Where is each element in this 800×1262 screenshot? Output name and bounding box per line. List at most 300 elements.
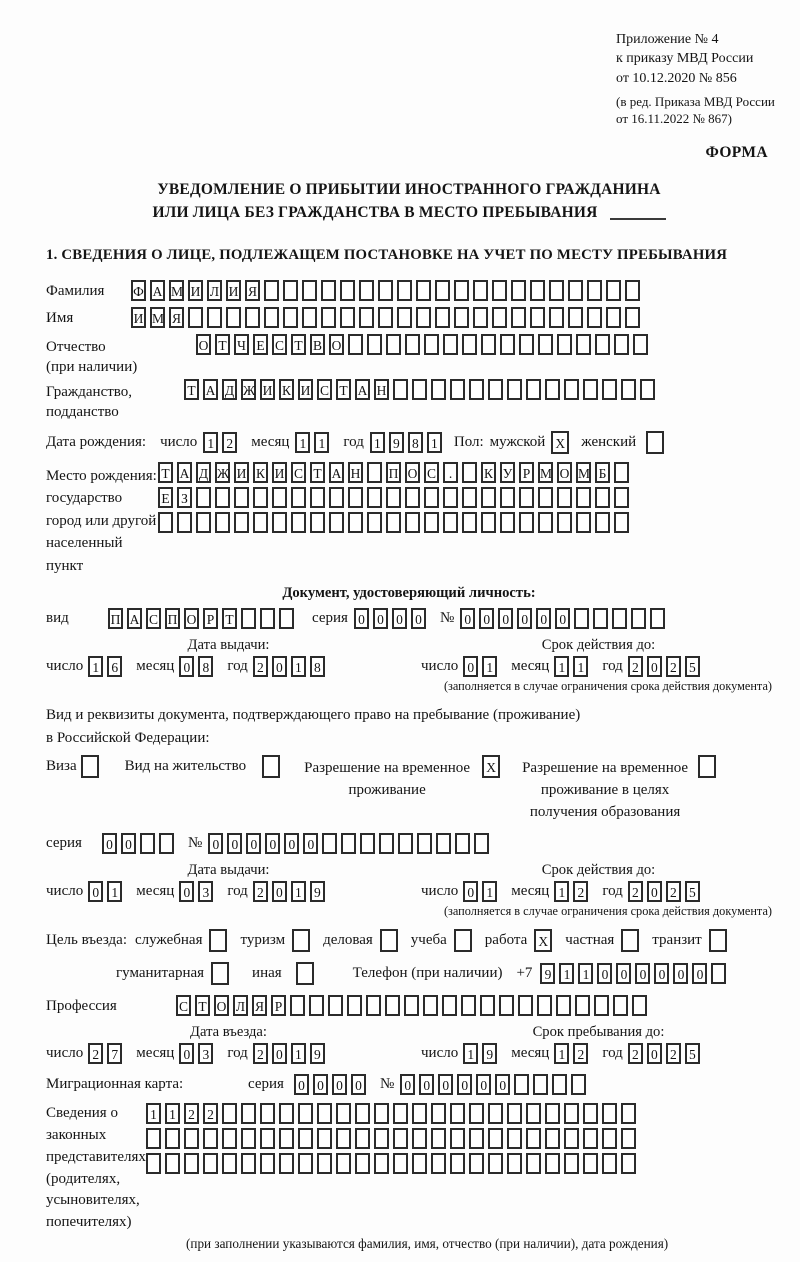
char-cell[interactable] <box>564 1128 579 1149</box>
purpose-work-checkbox[interactable]: X <box>534 929 552 952</box>
char-cell[interactable]: 0 <box>460 608 475 629</box>
char-cell[interactable] <box>574 608 589 629</box>
char-cell[interactable]: 0 <box>179 656 194 677</box>
char-cell[interactable]: 0 <box>400 1074 415 1095</box>
char-cell[interactable] <box>412 1103 427 1124</box>
char-cell[interactable] <box>397 280 412 301</box>
char-cell[interactable] <box>309 995 324 1016</box>
char-cell[interactable] <box>298 1103 313 1124</box>
char-cell[interactable] <box>302 280 317 301</box>
char-cell[interactable] <box>317 1103 332 1124</box>
char-cell[interactable] <box>317 1128 332 1149</box>
char-cell[interactable] <box>545 1128 560 1149</box>
char-cell[interactable] <box>462 462 477 483</box>
char-cell[interactable] <box>298 1128 313 1149</box>
char-cell[interactable]: 0 <box>227 833 242 854</box>
char-cell[interactable]: Т <box>336 379 351 400</box>
char-cell[interactable]: 1 <box>107 881 122 902</box>
char-cell[interactable] <box>552 1074 567 1095</box>
purpose-other-checkbox[interactable] <box>296 962 314 985</box>
char-cell[interactable]: Н <box>348 462 363 483</box>
char-cell[interactable]: С <box>424 462 439 483</box>
char-cell[interactable]: Я <box>169 307 184 328</box>
char-cell[interactable]: 1 <box>291 1043 306 1064</box>
char-cell[interactable]: Ч <box>234 334 249 355</box>
char-cell[interactable]: П <box>108 608 123 629</box>
char-cell[interactable]: 0 <box>354 608 369 629</box>
char-cell[interactable]: 1 <box>578 963 593 984</box>
char-cell[interactable]: 2 <box>253 1043 268 1064</box>
char-cell[interactable]: 0 <box>673 963 688 984</box>
char-cell[interactable] <box>614 487 629 508</box>
char-cell[interactable]: 0 <box>457 1074 472 1095</box>
char-cell[interactable] <box>374 1128 389 1149</box>
char-cell[interactable] <box>583 379 598 400</box>
char-cell[interactable] <box>234 487 249 508</box>
char-cell[interactable] <box>450 1153 465 1174</box>
char-cell[interactable]: 0 <box>208 833 223 854</box>
char-cell[interactable] <box>442 995 457 1016</box>
char-cell[interactable] <box>571 1074 586 1095</box>
char-cell[interactable] <box>594 995 609 1016</box>
char-cell[interactable] <box>488 379 503 400</box>
char-cell[interactable] <box>215 512 230 533</box>
char-cell[interactable] <box>359 280 374 301</box>
char-cell[interactable]: 2 <box>628 656 643 677</box>
char-cell[interactable] <box>473 280 488 301</box>
temp-residence-permit-checkbox[interactable]: X <box>482 755 500 778</box>
char-cell[interactable] <box>367 512 382 533</box>
char-cell[interactable] <box>474 833 489 854</box>
char-cell[interactable] <box>374 1103 389 1124</box>
char-cell[interactable] <box>222 1103 237 1124</box>
char-cell[interactable]: Н <box>374 379 389 400</box>
char-cell[interactable] <box>519 487 534 508</box>
char-cell[interactable] <box>264 280 279 301</box>
char-cell[interactable]: 0 <box>438 1074 453 1095</box>
char-cell[interactable] <box>404 995 419 1016</box>
char-cell[interactable] <box>302 307 317 328</box>
char-cell[interactable]: Т <box>158 462 173 483</box>
char-cell[interactable] <box>336 1103 351 1124</box>
char-cell[interactable]: М <box>538 462 553 483</box>
char-cell[interactable] <box>593 608 608 629</box>
char-cell[interactable] <box>165 1128 180 1149</box>
char-cell[interactable] <box>367 334 382 355</box>
char-cell[interactable] <box>393 1103 408 1124</box>
char-cell[interactable] <box>606 280 621 301</box>
char-cell[interactable] <box>329 512 344 533</box>
char-cell[interactable]: С <box>272 334 287 355</box>
sex-female-checkbox[interactable] <box>646 431 664 454</box>
char-cell[interactable] <box>507 1128 522 1149</box>
char-cell[interactable]: 2 <box>666 881 681 902</box>
char-cell[interactable]: 0 <box>654 963 669 984</box>
char-cell[interactable] <box>379 833 394 854</box>
char-cell[interactable] <box>443 512 458 533</box>
char-cell[interactable]: 1 <box>314 432 329 453</box>
char-cell[interactable] <box>146 1128 161 1149</box>
char-cell[interactable] <box>385 995 400 1016</box>
char-cell[interactable] <box>321 280 336 301</box>
char-cell[interactable]: Р <box>271 995 286 1016</box>
char-cell[interactable]: 0 <box>419 1074 434 1095</box>
char-cell[interactable] <box>469 1153 484 1174</box>
char-cell[interactable] <box>481 487 496 508</box>
char-cell[interactable]: 1 <box>482 881 497 902</box>
char-cell[interactable] <box>462 334 477 355</box>
char-cell[interactable]: Т <box>184 379 199 400</box>
char-cell[interactable] <box>557 487 572 508</box>
char-cell[interactable] <box>454 307 469 328</box>
char-cell[interactable] <box>283 280 298 301</box>
char-cell[interactable] <box>595 512 610 533</box>
char-cell[interactable]: 2 <box>628 881 643 902</box>
purpose-private-checkbox[interactable] <box>621 929 639 952</box>
char-cell[interactable] <box>378 280 393 301</box>
char-cell[interactable] <box>340 280 355 301</box>
char-cell[interactable] <box>492 307 507 328</box>
char-cell[interactable] <box>196 512 211 533</box>
char-cell[interactable] <box>633 334 648 355</box>
char-cell[interactable] <box>575 995 590 1016</box>
char-cell[interactable]: С <box>146 608 161 629</box>
char-cell[interactable] <box>526 1103 541 1124</box>
char-cell[interactable]: Р <box>519 462 534 483</box>
char-cell[interactable] <box>348 512 363 533</box>
char-cell[interactable] <box>576 487 591 508</box>
char-cell[interactable]: 2 <box>628 1043 643 1064</box>
char-cell[interactable] <box>355 1103 370 1124</box>
char-cell[interactable]: 2 <box>253 656 268 677</box>
char-cell[interactable] <box>348 487 363 508</box>
char-cell[interactable] <box>260 1128 275 1149</box>
char-cell[interactable] <box>226 307 241 328</box>
char-cell[interactable] <box>253 512 268 533</box>
char-cell[interactable] <box>587 280 602 301</box>
purpose-business-trip-checkbox[interactable] <box>209 929 227 952</box>
char-cell[interactable]: 0 <box>272 881 287 902</box>
char-cell[interactable] <box>241 608 256 629</box>
char-cell[interactable] <box>298 1153 313 1174</box>
char-cell[interactable]: 2 <box>573 1043 588 1064</box>
purpose-tourism-checkbox[interactable] <box>292 929 310 952</box>
char-cell[interactable] <box>241 1128 256 1149</box>
char-cell[interactable] <box>545 1153 560 1174</box>
char-cell[interactable] <box>606 307 621 328</box>
char-cell[interactable] <box>355 1128 370 1149</box>
char-cell[interactable]: 1 <box>554 1043 569 1064</box>
char-cell[interactable]: Е <box>158 487 173 508</box>
char-cell[interactable]: Я <box>245 280 260 301</box>
char-cell[interactable]: В <box>310 334 325 355</box>
char-cell[interactable]: 2 <box>253 881 268 902</box>
char-cell[interactable] <box>435 307 450 328</box>
char-cell[interactable]: 0 <box>284 833 299 854</box>
char-cell[interactable] <box>341 833 356 854</box>
char-cell[interactable]: Т <box>291 334 306 355</box>
char-cell[interactable] <box>545 1103 560 1124</box>
char-cell[interactable] <box>530 307 545 328</box>
char-cell[interactable] <box>321 307 336 328</box>
char-cell[interactable] <box>423 995 438 1016</box>
char-cell[interactable]: 0 <box>179 881 194 902</box>
char-cell[interactable] <box>500 487 515 508</box>
char-cell[interactable]: 1 <box>295 432 310 453</box>
purpose-study-checkbox[interactable] <box>454 929 472 952</box>
char-cell[interactable] <box>564 1153 579 1174</box>
char-cell[interactable]: 1 <box>427 432 442 453</box>
char-cell[interactable]: И <box>131 307 146 328</box>
residence-permit-checkbox[interactable] <box>262 755 280 778</box>
char-cell[interactable]: 0 <box>246 833 261 854</box>
char-cell[interactable]: Т <box>310 462 325 483</box>
char-cell[interactable] <box>650 608 665 629</box>
char-cell[interactable]: Т <box>222 608 237 629</box>
char-cell[interactable]: Р <box>203 608 218 629</box>
char-cell[interactable]: 2 <box>203 1103 218 1124</box>
char-cell[interactable]: 1 <box>291 881 306 902</box>
char-cell[interactable] <box>488 1103 503 1124</box>
char-cell[interactable] <box>416 280 431 301</box>
char-cell[interactable]: 3 <box>198 881 213 902</box>
char-cell[interactable]: А <box>150 280 165 301</box>
char-cell[interactable]: Е <box>253 334 268 355</box>
char-cell[interactable] <box>374 1153 389 1174</box>
char-cell[interactable] <box>340 307 355 328</box>
char-cell[interactable]: 0 <box>373 608 388 629</box>
char-cell[interactable]: 2 <box>88 1043 103 1064</box>
char-cell[interactable]: 0 <box>555 608 570 629</box>
char-cell[interactable]: И <box>234 462 249 483</box>
char-cell[interactable]: К <box>253 462 268 483</box>
char-cell[interactable] <box>557 512 572 533</box>
char-cell[interactable] <box>545 379 560 400</box>
char-cell[interactable] <box>631 608 646 629</box>
char-cell[interactable]: 5 <box>685 881 700 902</box>
char-cell[interactable]: 0 <box>88 881 103 902</box>
char-cell[interactable] <box>519 512 534 533</box>
char-cell[interactable]: П <box>386 462 401 483</box>
char-cell[interactable]: 5 <box>685 656 700 677</box>
char-cell[interactable] <box>393 1153 408 1174</box>
char-cell[interactable]: 9 <box>310 881 325 902</box>
char-cell[interactable] <box>310 512 325 533</box>
char-cell[interactable] <box>317 1153 332 1174</box>
char-cell[interactable]: С <box>291 462 306 483</box>
char-cell[interactable]: 1 <box>463 1043 478 1064</box>
char-cell[interactable] <box>568 307 583 328</box>
char-cell[interactable]: 3 <box>198 1043 213 1064</box>
char-cell[interactable] <box>621 1128 636 1149</box>
char-cell[interactable]: 8 <box>408 432 423 453</box>
char-cell[interactable] <box>264 307 279 328</box>
char-cell[interactable] <box>614 462 629 483</box>
purpose-commercial-checkbox[interactable] <box>380 929 398 952</box>
char-cell[interactable] <box>621 1103 636 1124</box>
char-cell[interactable]: 0 <box>294 1074 309 1095</box>
char-cell[interactable]: 7 <box>107 1043 122 1064</box>
char-cell[interactable] <box>184 1128 199 1149</box>
char-cell[interactable] <box>397 307 412 328</box>
char-cell[interactable] <box>526 1153 541 1174</box>
char-cell[interactable] <box>473 307 488 328</box>
char-cell[interactable] <box>469 1103 484 1124</box>
char-cell[interactable]: 8 <box>310 656 325 677</box>
char-cell[interactable]: 9 <box>389 432 404 453</box>
char-cell[interactable]: Д <box>222 379 237 400</box>
char-cell[interactable]: А <box>203 379 218 400</box>
char-cell[interactable] <box>253 487 268 508</box>
char-cell[interactable] <box>188 307 203 328</box>
char-cell[interactable] <box>359 307 374 328</box>
char-cell[interactable] <box>386 512 401 533</box>
char-cell[interactable] <box>158 512 173 533</box>
char-cell[interactable] <box>360 833 375 854</box>
char-cell[interactable] <box>568 280 583 301</box>
char-cell[interactable]: 0 <box>392 608 407 629</box>
char-cell[interactable] <box>538 512 553 533</box>
char-cell[interactable]: 0 <box>272 656 287 677</box>
char-cell[interactable]: М <box>150 307 165 328</box>
char-cell[interactable]: О <box>329 334 344 355</box>
char-cell[interactable] <box>291 512 306 533</box>
char-cell[interactable]: 0 <box>332 1074 347 1095</box>
char-cell[interactable] <box>412 1153 427 1174</box>
char-cell[interactable] <box>355 1153 370 1174</box>
char-cell[interactable] <box>291 487 306 508</box>
char-cell[interactable] <box>549 280 564 301</box>
char-cell[interactable]: И <box>188 280 203 301</box>
char-cell[interactable]: 0 <box>495 1074 510 1095</box>
char-cell[interactable] <box>435 280 450 301</box>
char-cell[interactable] <box>481 334 496 355</box>
char-cell[interactable] <box>488 1153 503 1174</box>
char-cell[interactable] <box>393 1128 408 1149</box>
char-cell[interactable]: С <box>176 995 191 1016</box>
char-cell[interactable]: 5 <box>685 1043 700 1064</box>
char-cell[interactable] <box>443 487 458 508</box>
char-cell[interactable] <box>241 1153 256 1174</box>
char-cell[interactable] <box>310 487 325 508</box>
char-cell[interactable]: 0 <box>463 656 478 677</box>
char-cell[interactable] <box>378 307 393 328</box>
char-cell[interactable]: 1 <box>573 656 588 677</box>
char-cell[interactable]: 0 <box>351 1074 366 1095</box>
char-cell[interactable] <box>576 334 591 355</box>
char-cell[interactable] <box>140 833 155 854</box>
char-cell[interactable] <box>450 379 465 400</box>
char-cell[interactable] <box>511 280 526 301</box>
char-cell[interactable] <box>612 608 627 629</box>
char-cell[interactable]: 0 <box>616 963 631 984</box>
char-cell[interactable] <box>538 487 553 508</box>
char-cell[interactable]: 0 <box>265 833 280 854</box>
char-cell[interactable]: 0 <box>647 1043 662 1064</box>
char-cell[interactable]: 0 <box>647 656 662 677</box>
char-cell[interactable] <box>526 1128 541 1149</box>
char-cell[interactable] <box>488 1128 503 1149</box>
char-cell[interactable]: И <box>272 462 287 483</box>
char-cell[interactable] <box>431 1128 446 1149</box>
char-cell[interactable] <box>336 1128 351 1149</box>
char-cell[interactable]: Ф <box>131 280 146 301</box>
char-cell[interactable] <box>443 334 458 355</box>
char-cell[interactable]: 0 <box>272 1043 287 1064</box>
char-cell[interactable]: 0 <box>635 963 650 984</box>
char-cell[interactable] <box>347 995 362 1016</box>
char-cell[interactable] <box>260 608 275 629</box>
char-cell[interactable] <box>564 1103 579 1124</box>
char-cell[interactable] <box>526 379 541 400</box>
char-cell[interactable] <box>393 379 408 400</box>
char-cell[interactable] <box>556 995 571 1016</box>
char-cell[interactable] <box>583 1103 598 1124</box>
char-cell[interactable]: З <box>177 487 192 508</box>
char-cell[interactable] <box>507 1103 522 1124</box>
char-cell[interactable] <box>245 307 260 328</box>
char-cell[interactable] <box>537 995 552 1016</box>
char-cell[interactable] <box>450 1128 465 1149</box>
char-cell[interactable] <box>602 1103 617 1124</box>
char-cell[interactable]: О <box>196 334 211 355</box>
char-cell[interactable] <box>602 1153 617 1174</box>
char-cell[interactable]: О <box>557 462 572 483</box>
char-cell[interactable] <box>222 1128 237 1149</box>
char-cell[interactable]: Ж <box>241 379 256 400</box>
char-cell[interactable]: Б <box>595 462 610 483</box>
char-cell[interactable]: А <box>127 608 142 629</box>
char-cell[interactable] <box>595 334 610 355</box>
char-cell[interactable] <box>557 334 572 355</box>
char-cell[interactable] <box>386 487 401 508</box>
char-cell[interactable]: 2 <box>666 656 681 677</box>
char-cell[interactable] <box>424 334 439 355</box>
char-cell[interactable]: У <box>500 462 515 483</box>
char-cell[interactable] <box>454 280 469 301</box>
char-cell[interactable] <box>602 379 617 400</box>
char-cell[interactable]: 0 <box>313 1074 328 1095</box>
char-cell[interactable] <box>272 512 287 533</box>
char-cell[interactable] <box>348 334 363 355</box>
char-cell[interactable] <box>462 512 477 533</box>
char-cell[interactable] <box>455 833 470 854</box>
char-cell[interactable] <box>431 379 446 400</box>
char-cell[interactable]: М <box>576 462 591 483</box>
char-cell[interactable] <box>499 995 514 1016</box>
char-cell[interactable] <box>583 1153 598 1174</box>
char-cell[interactable]: А <box>177 462 192 483</box>
char-cell[interactable] <box>613 995 628 1016</box>
char-cell[interactable]: Л <box>207 280 222 301</box>
char-cell[interactable]: О <box>405 462 420 483</box>
char-cell[interactable] <box>405 334 420 355</box>
visa-checkbox[interactable] <box>81 755 99 778</box>
char-cell[interactable] <box>215 487 230 508</box>
char-cell[interactable] <box>177 512 192 533</box>
char-cell[interactable]: 1 <box>203 432 218 453</box>
char-cell[interactable] <box>272 487 287 508</box>
char-cell[interactable] <box>165 1153 180 1174</box>
char-cell[interactable] <box>564 379 579 400</box>
char-cell[interactable]: К <box>279 379 294 400</box>
char-cell[interactable] <box>436 833 451 854</box>
char-cell[interactable] <box>146 1153 161 1174</box>
char-cell[interactable]: С <box>317 379 332 400</box>
char-cell[interactable] <box>367 462 382 483</box>
char-cell[interactable]: Ж <box>215 462 230 483</box>
char-cell[interactable] <box>469 1128 484 1149</box>
